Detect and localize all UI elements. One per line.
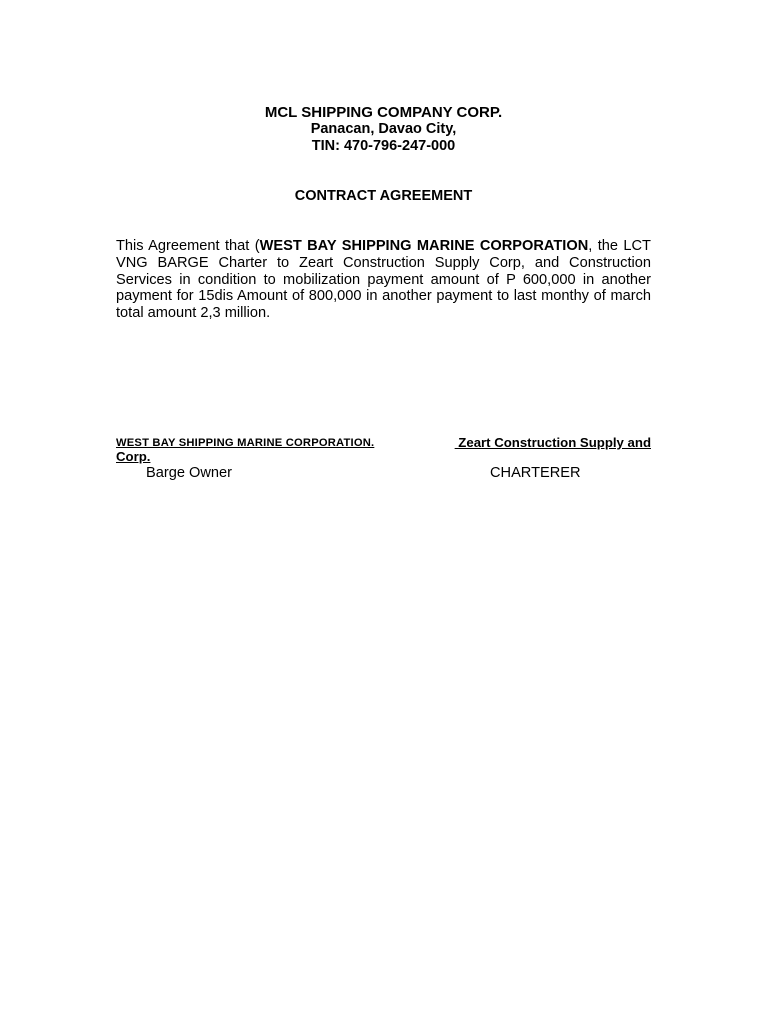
agreement-paragraph xyxy=(116,238,651,322)
charterer-name: Zeart Construction Supply and xyxy=(454,435,651,450)
barge-owner-name: WEST BAY SHIPPING MARINE CORPORATION. xyxy=(116,437,375,449)
letterhead xyxy=(116,104,651,155)
company-address: Panacan, Davao City, xyxy=(310,121,457,137)
barge-owner-role: Barge Owner xyxy=(146,465,232,481)
agreement-intro: This Agreement that ( xyxy=(116,238,260,254)
document-title: CONTRACT AGREEMENT xyxy=(294,188,473,204)
company-name: MCL SHIPPING COMPANY CORP. xyxy=(264,104,503,121)
agreement-party-name: WEST BAY SHIPPING MARINE CORPORATION xyxy=(259,238,589,254)
charterer-name-continued: Corp. xyxy=(116,449,151,464)
company-tin: TIN: 470-796-247-000 xyxy=(311,138,456,154)
charterer-role: CHARTERER xyxy=(490,465,581,481)
agreement-terms: , the LCT VNG BARGE Charter to Zeart Construction Supply Corp, and Construction Services in condition to mobilization payment amount of P 600,000 in another payment for 15dis Amount of 800,000 in another payment to last monthy of march total amount 2,3 million. xyxy=(116,238,651,322)
